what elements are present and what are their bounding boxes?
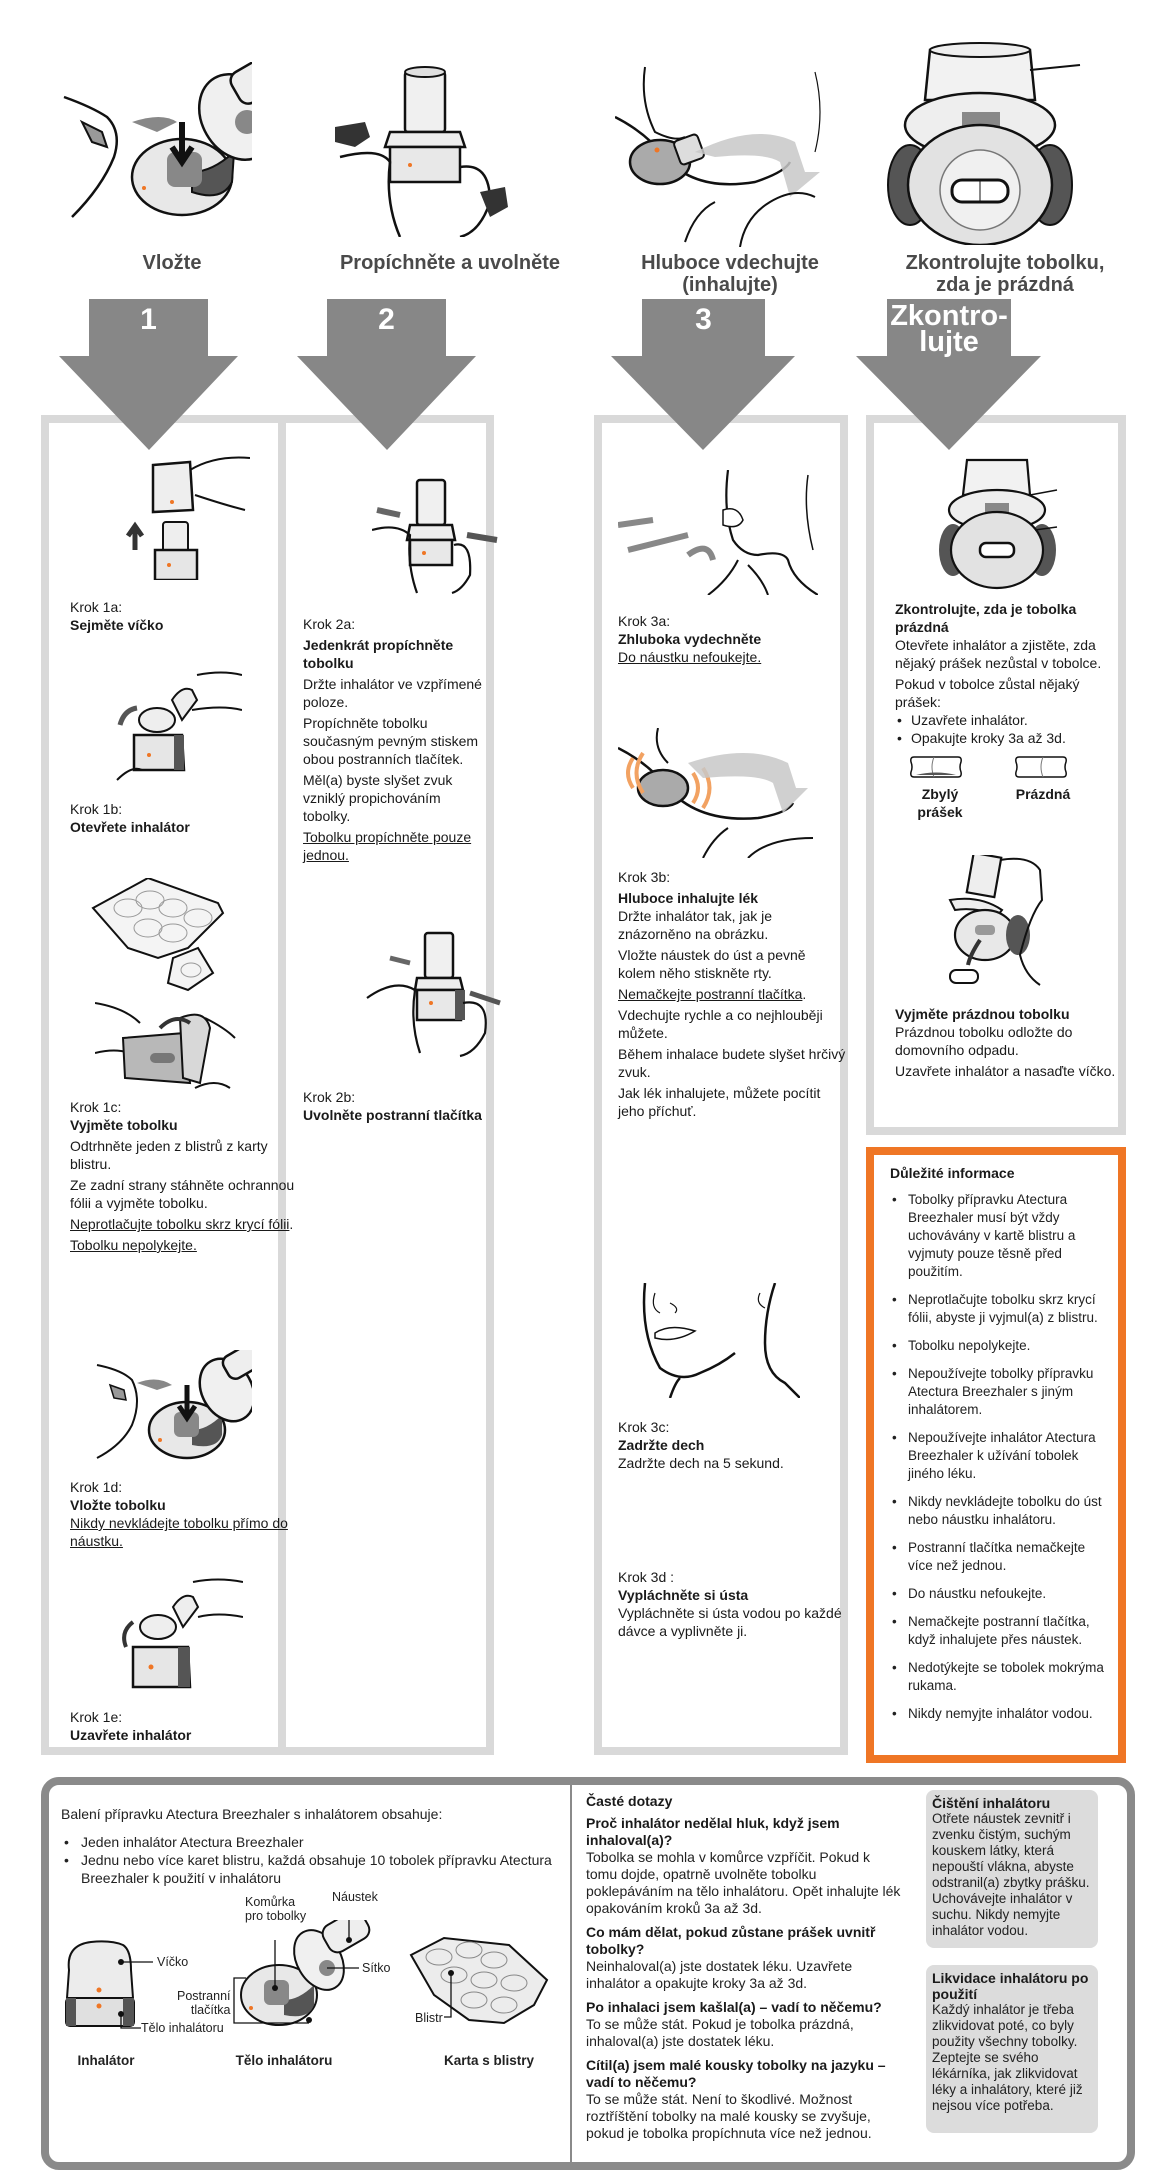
step-3-title xyxy=(605,252,855,296)
step-3c-text: Zadržte dech na 5 sekund. xyxy=(618,1455,784,1471)
step-1a-label: Krok 1a: xyxy=(70,599,123,615)
label-mouthpiece: Náustek xyxy=(332,1890,378,1904)
caption-inhaler-body: Tělo inhalátoru xyxy=(235,2053,333,2068)
package-contents-section xyxy=(49,1785,572,2162)
step-1d-label: Krok 1d: xyxy=(70,1479,123,1495)
insert-capsule-small-illustration xyxy=(92,1350,252,1460)
label-capsule-chamber-line2: pro tobolky xyxy=(245,1909,307,1923)
step-3b-title: Hluboce inhalujte lék xyxy=(618,890,759,906)
package-items-list xyxy=(61,1833,561,1887)
faq-title: Časté dotazy xyxy=(586,1793,673,1809)
step-2b xyxy=(303,1088,491,1124)
empty-capsule-icon xyxy=(1013,754,1069,780)
check-empty-title: Zkontrolujte, zda je tobolka prázdná xyxy=(895,601,1077,635)
important-info-box xyxy=(866,1147,1126,1763)
disposal-title: Likvidace inhalátoru po použití xyxy=(932,1970,1089,2002)
step-3d-label: Krok 3d : xyxy=(618,1569,675,1585)
step-3c xyxy=(618,1418,846,1472)
hold-breath-illustration xyxy=(640,1283,800,1398)
important-item: • Tobolku nepolykejte. xyxy=(888,1337,1108,1355)
important-item: • Tobolky přípravku Atectura Breezhaler musí být vždy uchovávány v kartě blistru a vyjmuty pouze těsně před použitím. xyxy=(888,1191,1108,1281)
check-empty-text-1: Otevřete inhalátor a zjistěte, zda nějaký prášek nezůstal v tobolce. xyxy=(895,637,1102,671)
step-1c-warning-1 xyxy=(70,1215,295,1233)
step-2a-text-1: Držte inhalátor ve vzpřímené poloze. xyxy=(303,676,482,710)
step-3b xyxy=(618,868,846,1120)
package-intro: Balení přípravku Atectura Breezhaler s inhalátorem obsahuje: xyxy=(61,1806,443,1822)
step-4-title-line1: Zkontrolujte tobolku, xyxy=(905,252,1105,274)
cleaning-title: Čištění inhalátoru xyxy=(932,1795,1051,1811)
step-1e-label: Krok 1e: xyxy=(70,1709,123,1725)
step-3a-warning: Do náustku nefoukejte. xyxy=(618,649,762,665)
step-1-title: Vložte xyxy=(142,252,202,274)
step-3d-title: Vypláchněte si ústa xyxy=(618,1587,749,1603)
step-4-arrow-label-line2: lujte xyxy=(919,326,979,358)
step-2a-text-2: Propíchněte tobolku současným pevným stiskem obou postranních tlačítek. xyxy=(303,715,479,767)
inhaler-body-diagram xyxy=(209,1920,379,2030)
faq-question-1: Proč inhalátor nedělal hluk, když jsem inhaloval(a)? xyxy=(586,1815,840,1848)
label-side-buttons-line1: Postranní xyxy=(177,1989,231,2003)
remove-empty-title: Vyjměte prázdnou tobolku xyxy=(895,1006,1070,1022)
important-info-title: Důležité informace xyxy=(890,1165,1015,1181)
check-bullet-1: • Uzavřete inhalátor. xyxy=(897,712,1028,728)
step-1c-warning-1-suffix: . xyxy=(289,1216,294,1232)
step-3-arrow-label: 3 xyxy=(695,303,712,336)
pierce-capsule-illustration xyxy=(372,475,507,595)
step-3b-text-1: Držte inhalátor tak, jak je znázorněno na obrázku. xyxy=(618,908,773,942)
step-2b-title: Uvolněte postranní tlačítka xyxy=(303,1107,482,1123)
remove-empty-capsule-illustration xyxy=(930,855,1060,995)
step-1d xyxy=(70,1478,290,1550)
important-item: • Nepoužívejte inhalátor Atectura Breezhaler k užívání tobolek jiného léku. xyxy=(888,1429,1108,1483)
step-3a xyxy=(618,612,838,666)
step-3-title-line2: (inhalujte) xyxy=(682,274,778,296)
step-4-arrow-label-line1: Zkontro- xyxy=(890,300,1008,332)
inhale-medicine-illustration xyxy=(618,728,818,858)
step-1c-title: Vyjměte tobolku xyxy=(70,1117,178,1133)
faq-question-4: Cítil(a) jsem malé kousky tobolky na jazyku – vadí to něčemu? xyxy=(586,2057,886,2090)
step-3b-warning-suffix: . xyxy=(802,986,807,1002)
step-1d-warning: Nikdy nevkládejte tobolku přímo do náustku. xyxy=(70,1515,288,1549)
peel-foil-illustration xyxy=(95,998,240,1093)
step-1-arrow-label: 1 xyxy=(140,303,157,336)
remove-empty-section xyxy=(895,1005,1120,1080)
important-item: • Nedotýkejte se tobolek mokrýma rukama. xyxy=(888,1659,1108,1695)
pierce-release-illustration xyxy=(330,62,515,237)
bottom-info-panel xyxy=(41,1777,1135,2170)
step-1a-title: Sejměte víčko xyxy=(70,617,164,633)
capsule-label-powder: Zbylý prášek xyxy=(917,786,963,820)
blister-card-illustration xyxy=(88,878,238,993)
faq-answer-1: Tobolka se mohla v komůrce vzpříčit. Pokud k tomu dojde, opatrně uvolněte tobolku poklepáváním na tělo inhalátoru. Opět inhalujte lék opakováním kroků 3a až 3d. xyxy=(586,1849,901,1916)
step-3b-text-3: Vdechujte rychle a co nejhlouběji můžete. xyxy=(618,1007,823,1041)
label-screen: Sítko xyxy=(362,1961,391,1975)
label-capsule-chamber xyxy=(245,1895,306,1923)
step-1e-title: Uzavřete inhalátor xyxy=(70,1727,192,1743)
insert-capsule-illustration xyxy=(62,62,252,222)
step-1c-warning-2: Tobolku nepolykejte. xyxy=(70,1237,197,1253)
check-capsule-illustration xyxy=(880,40,1090,245)
important-item: • Postranní tlačítka nemačkejte více než jednou. xyxy=(888,1539,1108,1575)
label-capsule-chamber-line1: Komůrka xyxy=(245,1895,296,1909)
package-item: • Jeden inhalátor Atectura Breezhaler xyxy=(61,1833,561,1851)
remove-cap-illustration xyxy=(125,450,250,580)
step-1c-warning-1-text: Neprotlačujte tobolku skrz krycí fólii xyxy=(70,1216,290,1232)
important-item: • Do náustku nefoukejte. xyxy=(888,1585,1108,1603)
faq-question-3: Po inhalaci jsem kašlal(a) – vadí to něčemu? xyxy=(586,1999,882,2015)
faq-answer-2: Neinhaloval(a) jste dostatek léku. Uzavřete inhalátor a opakujte kroky 3a až 3d. xyxy=(586,1958,853,1991)
label-side-buttons xyxy=(177,1989,231,2017)
step-1b-label: Krok 1b: xyxy=(70,801,123,817)
disposal-card xyxy=(926,1965,1098,2133)
faq-answer-3: To se může stát. Pokud je tobolka prázdná, inhaloval(a) jste dostatek léku. xyxy=(586,2016,854,2049)
important-info-list xyxy=(884,1191,1108,1723)
faq-question-2: Co mám dělat, pokud zůstane prášek uvnitř tobolky? xyxy=(586,1924,876,1957)
step-2-arrow-label: 2 xyxy=(378,303,395,336)
step-1b xyxy=(70,800,290,836)
step-3a-label: Krok 3a: xyxy=(618,613,671,629)
step-2a-warning: Tobolku propíchněte pouze jednou. xyxy=(303,829,472,863)
label-cap: Víčko xyxy=(157,1955,189,1969)
remove-empty-text-2: Uzavřete inhalátor a nasaďte víčko. xyxy=(895,1063,1116,1079)
step-3a-title: Zhluboka vydechněte xyxy=(618,631,762,647)
check-bullet-1-text: Uzavřete inhalátor. xyxy=(911,712,1028,728)
step-4-arrow-label xyxy=(887,300,1011,358)
step-2-title: Propíchněte a uvolněte xyxy=(339,252,561,274)
close-inhaler-illustration xyxy=(118,1577,243,1692)
step-1c xyxy=(70,1098,295,1254)
check-empty-text-2: Pokud v tobolce zůstal nějaký prášek: xyxy=(895,676,1080,710)
step-3d xyxy=(618,1568,846,1640)
exhale-illustration xyxy=(618,470,818,595)
step-1b-title: Otevřete inhalátor xyxy=(70,819,190,835)
step-1c-text-2: Ze zadní strany stáhněte ochrannou fólii a vyjměte tobolku. xyxy=(70,1177,295,1211)
important-item: • Nikdy nevkládejte tobolku do úst nebo náustku inhalátoru. xyxy=(888,1493,1108,1529)
step-2a-title: Jedenkrát propíchněte tobolku xyxy=(303,637,454,671)
step-1c-text-1: Odtrhněte jeden z blistrů z karty blistru. xyxy=(70,1138,268,1172)
important-item: • Neprotlačujte tobolku skrz krycí fólii, abyste ji vyjmul(a) z blistru. xyxy=(888,1291,1108,1327)
check-empty-section xyxy=(895,600,1120,747)
step-1e xyxy=(70,1708,290,1744)
step-2a xyxy=(303,615,491,864)
step-3c-label: Krok 3c: xyxy=(618,1419,670,1435)
faq-answer-4: To se může stát. Není to škodlivé. Možnost roztříštění tobolky na malé kousky se zvyšuje, pokud je tobolka propíchnuta více než jednou. xyxy=(586,2091,872,2141)
faq-section xyxy=(580,1785,910,2162)
check-capsule-small-illustration xyxy=(935,455,1060,590)
step-3b-text-5: Jak lék inhalujete, můžete pocítit jeho příchuť. xyxy=(618,1085,821,1119)
step-2a-label: Krok 2a: xyxy=(303,616,356,632)
step-3b-text-4: Během inhalace budete slyšet hrčivý zvuk. xyxy=(618,1046,846,1080)
check-bullet-2-text: Opakujte kroky 3a až 3d. xyxy=(911,730,1066,746)
step-3c-title: Zadržte dech xyxy=(618,1437,705,1453)
step-3b-warning xyxy=(618,985,846,1003)
step-3b-text-2: Vložte náustek do úst a pevně kolem něho stiskněte rty. xyxy=(618,947,806,981)
step-2b-label: Krok 2b: xyxy=(303,1089,356,1105)
step-1d-title: Vložte tobolku xyxy=(70,1497,166,1513)
caption-blister-card: Karta s blistry xyxy=(443,2053,535,2068)
step-4-title-line2: zda je prázdná xyxy=(936,274,1074,296)
inhale-illustration xyxy=(615,62,845,247)
disposal-text: Každý inhalátor je třeba zlikvidovat poté, co byly použity všechny tobolky. Zeptejte se svého lékárníka, jak zlikvidovat léky a inhalátory, které již nejsou více potřeba. xyxy=(932,2002,1083,2113)
remove-empty-text-1: Prázdnou tobolku odložte do domovního odpadu. xyxy=(895,1024,1073,1058)
important-item: • Nepoužívejte tobolky přípravku Atectura Breezhaler s jiným inhalátorem. xyxy=(888,1365,1108,1419)
important-item: • Nikdy nemyjte inhalátor vodou. xyxy=(888,1705,1108,1723)
release-buttons-illustration xyxy=(365,928,515,1058)
capsule-with-powder-icon xyxy=(908,754,964,780)
step-1a xyxy=(70,598,290,634)
label-inhaler-body: Tělo inhalátoru xyxy=(141,2021,224,2035)
label-blister: Blistr xyxy=(415,2011,443,2025)
step-2a-text-3: Měl(a) byste slyšet zvuk vzniklý propichováním tobolky. xyxy=(303,772,453,824)
capsule-label-empty: Prázdná xyxy=(1015,786,1071,802)
check-bullet-2: • Opakujte kroky 3a až 3d. xyxy=(897,730,1066,746)
step-3b-label: Krok 3b: xyxy=(618,869,671,885)
label-side-buttons-line2: tlačítka xyxy=(190,2003,231,2017)
important-item: • Nemačkejte postranní tlačítka, když inhalujete přes náustek. xyxy=(888,1613,1108,1649)
package-item: • Jednu nebo více karet blistru, každá obsahuje 10 tobolek přípravku Atectura Breezhaler k použití v inhalátoru xyxy=(61,1851,561,1887)
step-3d-text: Vypláchněte si ústa vodou po každé dávce a vyplivněte ji. xyxy=(618,1605,842,1639)
cleaning-card xyxy=(926,1790,1098,1948)
step-3b-warning-text: Nemačkejte postranní tlačítka xyxy=(618,986,803,1002)
step-4-title xyxy=(860,252,1150,296)
open-inhaler-illustration xyxy=(112,670,242,785)
cleaning-text: Otřete náustek zevnitř i zvenku čistým, suchým kouskem látky, která nepouští vlákna, abyste odstranil(a) zbytky prášku. Uchovávejte inhalátor v suchu. Nikdy nemyjte inhalátor vodou. xyxy=(932,1811,1090,1938)
caption-inhaler: Inhalátor xyxy=(77,2053,135,2068)
step-1c-label: Krok 1c: xyxy=(70,1099,122,1115)
step-3-title-line1: Hluboce vdechujte xyxy=(641,252,819,274)
